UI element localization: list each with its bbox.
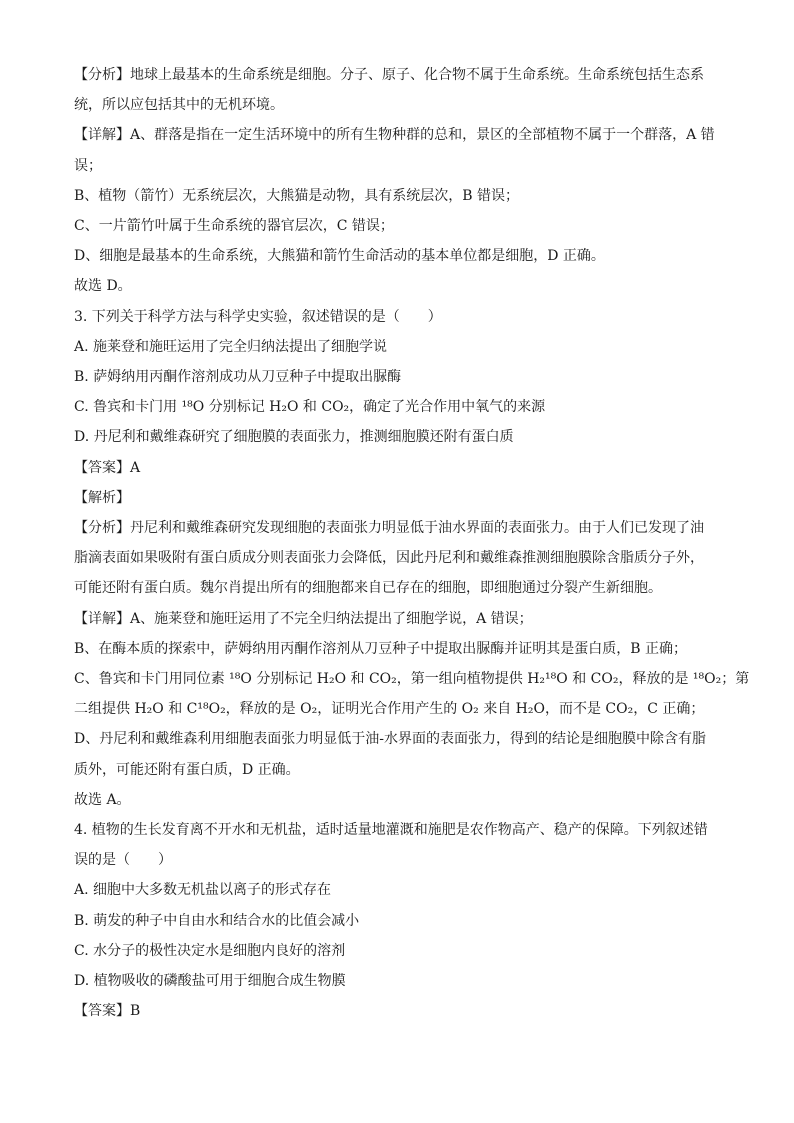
choice-statement: 故选 D。	[74, 278, 132, 295]
question-3-option-c: C. 鲁宾和卡门用 ¹⁸O 分别标记 H₂O 和 CO₂，确定了光合作用中氧气的来源	[74, 399, 546, 416]
question-3-detail-b: B、在酶本质的探索中，萨姆纳用丙酮作溶剂从刀豆种子中提取出脲酶并证明其是蛋白质，B 正确；	[74, 640, 688, 657]
question-4-option-c: C. 水分子的极性决定水是细胞内良好的溶剂	[74, 942, 346, 959]
detail-paragraph-a-cont: 误；	[74, 157, 102, 174]
question-3-detail-d: D、丹尼利和戴维森利用细胞表面张力明显低于油-水界面的表面张力，得到的结论是细胞膜中除含有脂	[74, 731, 706, 748]
question-3-option-d: D. 丹尼利和戴维森研究了细胞膜的表面张力，推测细胞膜还附有蛋白质	[74, 429, 514, 446]
question-4-option-b: B. 萌发的种子中自由水和结合水的比值会减小	[74, 912, 360, 929]
detail-item-b: B、植物（箭竹）无系统层次，大熊猫是动物，具有系统层次，B 错误；	[74, 187, 520, 204]
question-3-option-a: A. 施莱登和施旺运用了完全归纳法提出了细胞学说	[74, 338, 388, 355]
question-4-stem-cont: 误的是（ ）	[74, 852, 172, 869]
question-3-detail-d-cont: 质外，可能还附有蛋白质，D 正确。	[74, 761, 300, 778]
analysis-paragraph-1: 【分析】地球上最基本的生命系统是细胞。分子、原子、化合物不属于生命系统。生命系统包括生态系	[74, 67, 704, 83]
question-3-stem: 3. 下列关于科学方法与科学史实验，叙述错误的是（ ）	[74, 308, 442, 325]
detail-item-c: C、一片箭竹叶属于生命系统的器官层次，C 错误；	[74, 218, 394, 235]
question-3-detail-c: C、鲁宾和卡门用同位素 ¹⁸O 分别标记 H₂O 和 CO₂，第一组向植物提供 H₂¹⁸O 和 CO₂，释放的是 ¹⁸O₂；第	[74, 671, 750, 688]
question-4-option-d: D. 植物吸收的磷酸盐可用于细胞合成生物膜	[74, 973, 346, 990]
question-4-stem: 4. 植物的生长发育离不开水和无机盐，适时适量地灌溉和施肥是农作物高产、稳产的保障。下列叙述错	[74, 822, 708, 839]
question-3-detail-c-cont: 二组提供 H₂O 和 C¹⁸O₂，释放的是 O₂，证明光合作用产生的 O₂ 来自 H₂O，而不是 CO₂，C 正确；	[74, 701, 705, 718]
question-3-analysis-2: 脂滴表面如果吸附有蛋白质成分则表面张力会降低，因此丹尼利和戴维森推测细胞膜除含脂质分子外，	[74, 550, 704, 567]
question-3-detail-a: 【详解】A、施莱登和施旺运用了不完全归纳法提出了细胞学说，A 错误；	[74, 610, 533, 627]
question-3-option-b: B. 萨姆纳用丙酮作溶剂成功从刀豆种子中提取出脲酶	[74, 369, 402, 386]
question-3-answer: 【答案】A	[74, 459, 141, 476]
question-3-choice: 故选 A。	[74, 791, 131, 808]
analysis-paragraph-1-cont: 统，所以应包括其中的无机环境。	[74, 97, 284, 114]
detail-item-d: D、细胞是最基本的生命系统，大熊猫和箭竹生命活动的基本单位都是细胞，D 正确。	[74, 248, 605, 265]
question-3-explanation-label: 【解析】	[74, 489, 130, 506]
question-3-analysis-1: 【分析】丹尼利和戴维森研究发现细胞的表面张力明显低于油水界面的表面张力。由于人们已发现了油	[74, 520, 704, 537]
question-3-analysis-3: 可能还附有蛋白质。魏尔肖提出所有的细胞都来自已存在的细胞，即细胞通过分裂产生新细胞。	[74, 580, 662, 597]
detail-paragraph-a: 【详解】A、群落是指在一定生活环境中的所有生物种群的总和，景区的全部植物不属于一个群落，A 错	[74, 127, 715, 144]
question-4-answer: 【答案】B	[74, 1003, 141, 1020]
question-4-option-a: A. 细胞中大多数无机盐以离子的形式存在	[74, 882, 332, 899]
